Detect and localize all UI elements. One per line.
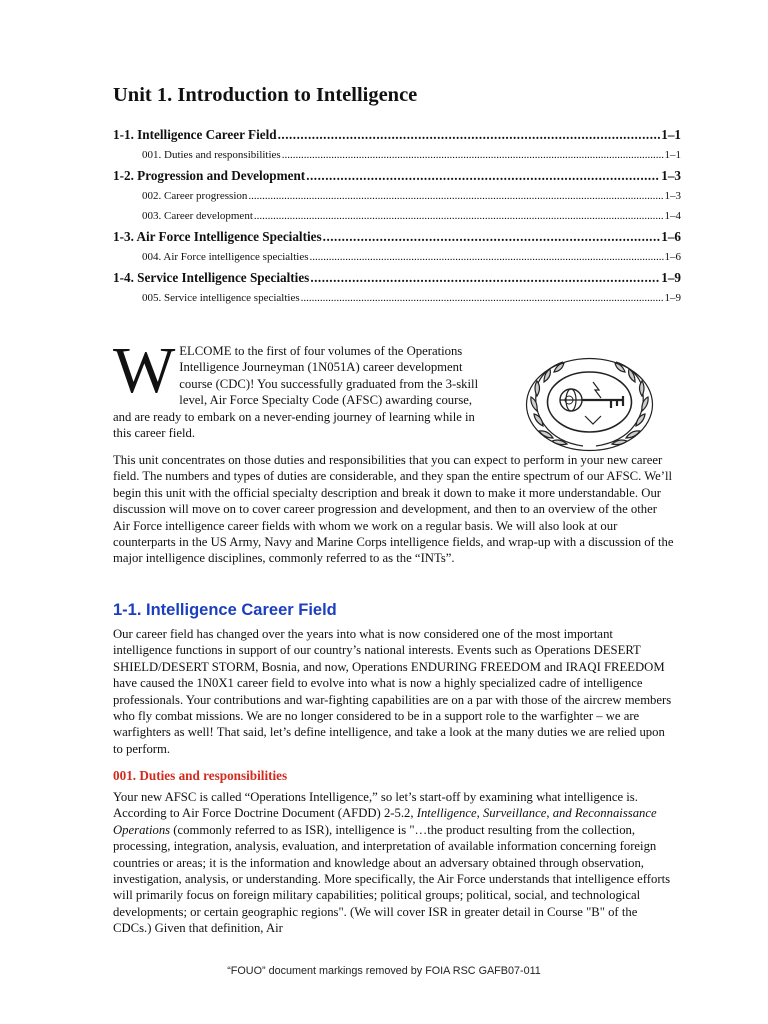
section-heading: 1-1. Intelligence Career Field — [113, 601, 337, 619]
toc-entry-label: 1-4. Service Intelligence Specialties — [113, 270, 310, 285]
toc-entry-page: 1–6 — [664, 251, 681, 263]
toc-leader-dots — [306, 168, 660, 184]
duties-text-end: (commonly referred to as ISR), intelligence is "…the product resulting from the collection, processing, integration, analysis, evaluation, and interpretation of available information concerning foreign countries or areas; it is the information and knowledge about an adversary obtained through observation, investigation, analysis, or understanding. More specifically, the Air Force understands that intelligence efforts will primarily focus on foreign military capabilities; political groups; political, social, and technological developments; or certain geographic regions". (We will cover ISR in greater detail in Course "B" of the CDCs.) Given that definition, Air — [113, 822, 671, 936]
toc-entry[interactable] — [113, 270, 681, 291]
toc-entry-label: 1-3. Air Force Intelligence Specialties — [113, 229, 322, 244]
toc-leader-dots — [278, 127, 661, 143]
toc-entry[interactable] — [113, 127, 681, 148]
toc-entry-label: 002. Career progression — [142, 190, 248, 202]
toc-leader-dots — [248, 189, 663, 204]
duties-text-start: Your new AFSC is called “Operations Intelligence,” so let’s start-off by examining what intelligence is. According to Air Force Doctrine Document (AFDD) 2-5.2, — [113, 790, 638, 821]
intelligence-badge-emblem-icon — [523, 356, 656, 453]
toc-entry-label: 1-1. Intelligence Career Field — [113, 127, 277, 142]
welcome-text: ELCOME to the first of four volumes of the Operations Intelligence Journeyman (1N051A) career development course (CDC)! You successfully graduated from the 3-skill level, Air Force Specialty Code (AFSC) awarding course, and are ready to embark on a never-ending journey of learning while in this career field. — [113, 344, 479, 441]
career-field-paragraph: Our career field has changed over the years into what is now considered one of the most important intelligence functions in support of our country’s national interests. Events such as Operations DESERT SHIELD/DESERT STORM, Bosnia, and now, Operations ENDURING FREEDOM and IRAQI FREEDOM have caused the 1N0X1 career field to evolve into what is now a highly specialized cadre of intelligence professionals. Your contributions and war-fighting capabilities are on a par with those of the aircrew members who fly combat missions. We are no longer considered to be in a support role to the warfighter – we are warfighters as well! That said, let’s define intelligence, and take a look at the many duties we are relied upon to perform. — [113, 627, 672, 756]
toc-entry[interactable] — [113, 291, 681, 311]
toc-entry-label: 1-2. Progression and Development — [113, 168, 306, 183]
toc-entry-page: 1–3 — [664, 190, 681, 202]
intro-paragraph: This unit concentrates on those duties and responsibilities that you can expect to perform in your new career field. The numbers and types of duties are considerable, and they span the entire spectrum of our AFSC. We’ll begin this unit with the official specialty description and break it down to make it more understandable. Our discussion will move on to cover career progression and development, and then to an overview of the other Air Force intelligence career fields with whom we work on a regular basis. We will also look at our counterparts in the US Army, Navy and Marine Corps intelligence fields, and wrap-up with a discussion of the major intelligence disciplines, commonly referred to as the “INTs”. — [113, 453, 674, 566]
subsection-heading: 001. Duties and responsibilities — [113, 768, 288, 783]
toc-leader-dots — [254, 209, 664, 224]
toc-entry[interactable] — [113, 209, 681, 229]
toc-entry-page: 1–6 — [661, 229, 681, 244]
toc-entry[interactable] — [113, 229, 681, 250]
toc-entry-label: 001. Duties and responsibilities — [142, 149, 281, 161]
toc-entry[interactable] — [113, 250, 681, 270]
page-footer: “FOUO” document markings removed by FOIA RSC GAFB07-011 — [227, 965, 541, 977]
toc-entry[interactable] — [113, 189, 681, 209]
toc-entry[interactable] — [113, 168, 681, 189]
toc-entry-page: 1–1 — [664, 149, 681, 161]
toc-leader-dots — [323, 229, 661, 245]
toc-leader-dots — [282, 148, 664, 163]
toc-leader-dots — [301, 291, 664, 306]
toc-entry-page: 1–3 — [661, 168, 681, 183]
toc-entry-label: 004. Air Force intelligence specialties — [142, 251, 309, 263]
welcome-paragraph — [113, 334, 493, 441]
drop-cap: W — [113, 334, 176, 407]
toc-entry-label: 005. Service intelligence specialties — [142, 292, 300, 304]
toc-entry-page: 1–4 — [664, 210, 681, 222]
toc-entry-label: 003. Career development — [142, 210, 253, 222]
toc-leader-dots — [310, 270, 660, 286]
toc-entry-page: 1–9 — [664, 292, 681, 304]
toc-entry-page: 1–9 — [661, 270, 681, 285]
toc-entry[interactable] — [113, 148, 681, 168]
unit-title: Unit 1. Introduction to Intelligence — [113, 84, 418, 106]
doctrine-title: Intelligence, Surveillance, and Reconnaissance Operations — [113, 806, 657, 837]
duties-paragraph — [113, 789, 675, 937]
table-of-contents — [113, 127, 681, 311]
toc-entry-page: 1–1 — [661, 127, 681, 142]
toc-leader-dots — [309, 250, 663, 265]
